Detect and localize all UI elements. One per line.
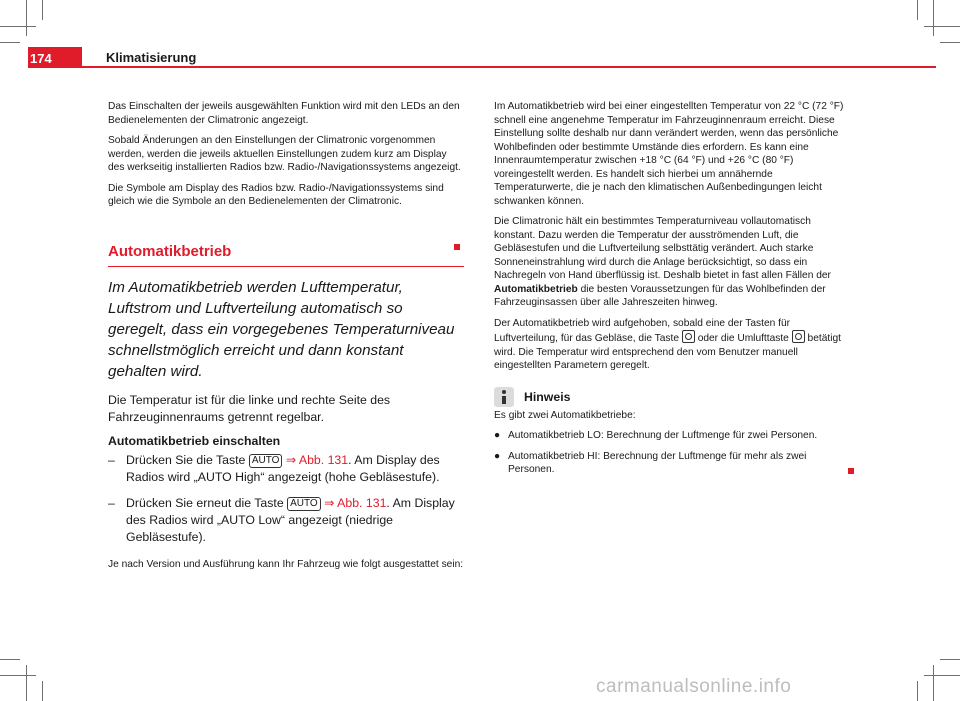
paragraph-climatronic-constant xyxy=(494,215,854,310)
cancel-text-b: oder die Umlufttaste xyxy=(697,333,789,344)
crop-mark xyxy=(917,0,918,20)
left-column xyxy=(108,100,464,579)
step-text-after: . Am Display des Radios wird „AUTO High“ angezeigt (hohe Gebläsestufe). xyxy=(126,453,440,484)
step-item xyxy=(108,495,464,546)
header-rule xyxy=(28,66,936,68)
intro-text: Im Automatikbetrieb werden Lufttemperatur, Luftstrom und Luftverteilung automatisch so geregelt, dass ein vorgegebenes Temperaturniveau schnellstmöglich erreicht und dann konstant gehalten wird. xyxy=(108,279,455,380)
note-bullet xyxy=(494,429,854,443)
paragraph-equipment: Je nach Version und Ausführung kann Ihr Fahrzeug wie folgt ausgestattet sein: xyxy=(108,559,464,570)
paragraph-automatic-cancel xyxy=(494,317,854,373)
cancel-text-c: betätigt wird. Die Temperatur wird entsprechend den vom Benutzer manuell eingestellten Parametern geregelt. xyxy=(494,333,841,371)
crop-mark xyxy=(933,665,934,701)
paragraph-radio-symbols xyxy=(108,182,464,209)
step-dash: – xyxy=(108,496,115,510)
heading-automatikbetrieb: Automatikbetrieb xyxy=(108,242,232,260)
automatic-mode-bold: Automatikbetrieb xyxy=(494,283,578,295)
step-text xyxy=(126,495,464,546)
climatronic-text-after: die besten Voraussetzungen für das Wohlbefinden der Fahrzeuginsassen über alle Jahreszeiten hinweg. xyxy=(494,283,826,308)
watermark: carmanualsonline.info xyxy=(596,676,792,697)
note-bullet xyxy=(494,450,854,477)
paragraph-radio-symbols-text: Die Symbole am Display des Radios bzw. Radio-/Navigationssystems sind gleich wie die Symbole an den Bedienelementen der Climatronic. xyxy=(108,182,444,207)
section-end-mark xyxy=(454,244,460,250)
bullet-dot: ● xyxy=(494,450,501,462)
step-text xyxy=(126,452,464,486)
recirculation-button-icon xyxy=(792,330,805,343)
crop-mark xyxy=(42,0,43,20)
step-dash: – xyxy=(108,453,115,467)
paragraph-automatic-temperature: Im Automatikbetrieb wird bei einer eingestellten Temperatur von 22 °C (72 °F) schnell eine angenehme Temperatur im Fahrzeuginnenraum erreicht. Diese Einstellung sollte deshalb nur dann verändert werden, wenn das persönliche Wohlbefinden oder bestimmte Umstände dies erfordern. Es kann eine Innenraumtemperatur zwischen +18 °C (64 °F) und +26 °C (80 °F) voreingestellt werden. Es handelt sich hierbei um annähernde Temperaturwerte, die je nach den klimatischen Außenbedingungen leicht schwanken können. xyxy=(494,101,844,207)
note-intro: Es gibt zwei Automatikbetriebe: xyxy=(494,409,636,421)
cancel-text-a: Der Automatikbetrieb wird aufgehoben, sobald eine der Tasten für Luftverteilung, für das Gebläse, die Taste xyxy=(494,317,790,344)
heading-rule xyxy=(108,266,464,268)
crop-mark xyxy=(933,0,934,36)
note-title: Hinweis xyxy=(524,389,571,404)
page-number: 174 xyxy=(30,51,52,66)
fan-button-icon xyxy=(682,330,695,343)
crop-mark xyxy=(26,0,27,36)
paragraph-led-display: Das Einschalten der jeweils ausgewählten Funktion wird mit den LEDs an den Bedienelementen der Climatronic angezeigt. xyxy=(108,101,460,126)
step-text-before: Drücken Sie erneut die Taste xyxy=(126,496,284,510)
note-end-mark xyxy=(848,468,854,474)
bullet-text: Automatikbetrieb LO: Berechnung der Luftmenge für zwei Personen. xyxy=(508,430,818,441)
climatronic-text-before: Die Climatronic hält ein bestimmtes Temperaturniveau vollautomatisch konstant. Dazu werden die Temperatur der ausströmenden Luft, die Gebläsestufen und die Luftverteilung selbsttätig verändert. Auch starke Sonneneinstrahlung wird durch die Anlage berücksichtigt, so dass ein Nachregeln von Hand überflüssig ist. Deshalb bietet in fast allen Fällen der xyxy=(494,216,831,281)
crop-mark xyxy=(0,26,36,27)
subhead-activate: Automatikbetrieb einschalten xyxy=(108,434,281,448)
right-column xyxy=(494,100,854,484)
crop-mark xyxy=(0,675,36,676)
step-item xyxy=(108,452,464,486)
figure-reference-link[interactable]: ⇒ Abb. 131 xyxy=(285,453,349,467)
crop-mark xyxy=(0,659,20,660)
figure-reference-link[interactable]: ⇒ Abb. 131 xyxy=(324,496,387,510)
paragraph-settings-change: Sobald Änderungen an den Einstellungen der Climatronic vorgenommen werden, werden die jeweils aktuellen Einstellungen zudem kurz am Display des werkseitig installierten Radios bzw. Radio-/Navigationssystems angezeigt. xyxy=(108,135,461,173)
crop-mark xyxy=(0,42,20,43)
crop-mark xyxy=(917,681,918,701)
note-header xyxy=(494,387,854,407)
auto-key: AUTO xyxy=(249,454,283,468)
crop-mark xyxy=(26,665,27,701)
crop-mark xyxy=(940,42,960,43)
info-note-icon xyxy=(494,387,514,407)
section-title: Klimatisierung xyxy=(106,50,197,65)
bullet-dot: ● xyxy=(494,430,501,441)
bullet-text: Automatikbetrieb HI: Berechnung der Luftmenge für mehr als zwei Personen. xyxy=(508,450,807,475)
step-text-before: Drücken Sie die Taste xyxy=(126,453,246,467)
step-text-after: . Am Display des Radios wird „AUTO Low“ angezeigt (niedrige Gebläsestufe). xyxy=(126,496,455,544)
crop-mark xyxy=(924,26,960,27)
crop-mark xyxy=(940,659,960,660)
crop-mark xyxy=(42,681,43,701)
paragraph-temperature-sides: Die Temperatur ist für die linke und rechte Seite des Fahrzeuginnenraums getrennt regelbar. xyxy=(108,393,391,424)
crop-mark xyxy=(924,675,960,676)
auto-key: AUTO xyxy=(287,497,321,511)
